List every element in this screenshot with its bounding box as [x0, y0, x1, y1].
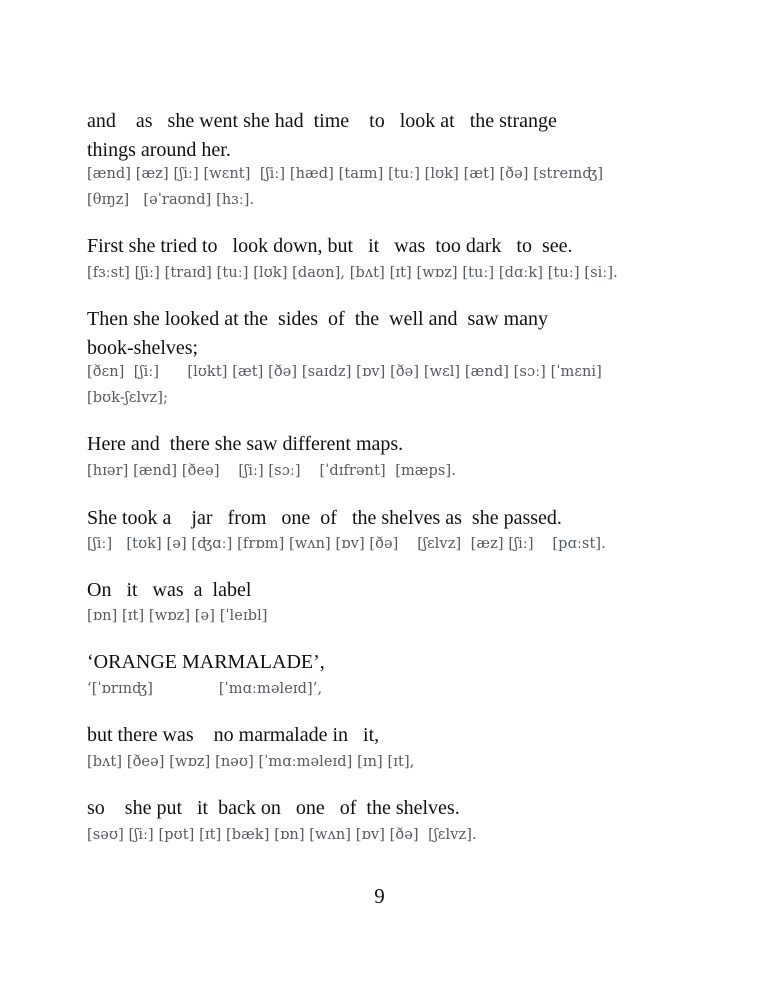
paragraph-1-ipa-line-1: [ænd] [æz] [ʃiː] [wɛnt] [ʃiː] [hæd] [taɪm] [tuː] [lʊk] [æt] [ðə] [streɪnʤ] — [87, 166, 604, 182]
paragraph-2-ipa-line-1: [fɜːst] [ʃiː] [traɪd] [tuː] [lʊk] [daʊn], [bʌt] [ɪt] [wɒz] [tuː] [dɑːk] [tuː] [siː]. — [87, 265, 618, 281]
paragraph-6-ipa-line-1: [ɒn] [ɪt] [wɒz] [ə] [ˈleɪbl] — [87, 608, 268, 624]
paragraph-9-text-line-1: so she put it back on one of the shelves. — [87, 797, 460, 819]
paragraph-8-ipa-line-1: [bʌt] [ðeə] [wɒz] [nəʊ] [ˈmɑːməleɪd] [ɪn] [ɪt], — [87, 754, 415, 770]
paragraph-1-ipa-line-2: [θɪŋz] [əˈraʊnd] [hɜː]. — [87, 192, 255, 208]
paragraph-7-ipa-line-1: ‘[ˈɒrɪnʤ] [ˈmɑːməleɪd]’, — [87, 681, 323, 697]
paragraph-5-ipa-line-1: [ʃiː] [tʊk] [ə] [ʤɑː] [frɒm] [wʌn] [ɒv] [ðə] [ʃɛlvz] [æz] [ʃiː] [pɑːst]. — [87, 536, 606, 552]
paragraph-9-ipa-line-1: [səʊ] [ʃiː] [pʊt] [ɪt] [bæk] [ɒn] [wʌn] [ɒv] [ðə] [ʃɛlvz]. — [87, 827, 477, 843]
paragraph-3-ipa-line-1: [ðɛn] [ʃiː] [lʊkt] [æt] [ðə] [saɪdz] [ɒv] [ðə] [wɛl] [ænd] [sɔː] [ˈmɛni] — [87, 364, 602, 380]
paragraph-1-text-line-1: and as she went she had time to look at the strange — [87, 110, 557, 132]
paragraph-5-text-line-1: She took a jar from one of the shelves as she passed. — [87, 507, 562, 529]
paragraph-1-text-line-2: things around her. — [87, 139, 231, 161]
paragraph-7-text-line-1: ‘ORANGE MARMALADE’, — [87, 651, 325, 673]
paragraph-8-text-line-1: but there was no marmalade in it, — [87, 724, 380, 746]
paragraph-3-text-line-1: Then she looked at the sides of the well and saw many — [87, 308, 548, 330]
paragraph-2-text-line-1: First she tried to look down, but it was too dark to see. — [87, 235, 573, 257]
page-number: 9 — [374, 884, 385, 908]
paragraph-3-ipa-line-2: [bʊk-ʃɛlvz]; — [87, 390, 169, 406]
paragraph-4-text-line-1: Here and there she saw different maps. — [87, 433, 404, 455]
paragraph-3-text-line-2: book-shelves; — [87, 337, 199, 359]
paragraph-6-text-line-1: On it was a label — [87, 579, 252, 601]
paragraph-4-ipa-line-1: [hɪər] [ænd] [ðeə] [ʃiː] [sɔː] [ˈdɪfrənt] [mæps]. — [87, 463, 456, 479]
